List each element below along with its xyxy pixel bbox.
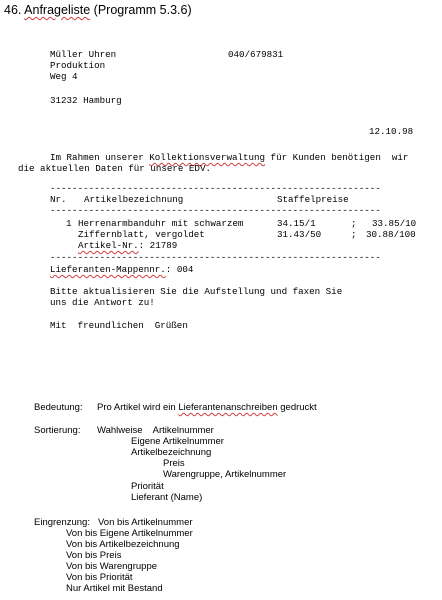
sort-label: Sortierung: bbox=[34, 425, 81, 436]
sort-item: Priorität bbox=[131, 481, 164, 492]
row-number: 1 bbox=[66, 218, 72, 229]
intro-underlined-word: Kollektionsverwaltung bbox=[149, 152, 266, 163]
title-suffix: (Programm 5.3.6) bbox=[90, 3, 192, 17]
supplier-folder-value: : 004 bbox=[165, 264, 194, 275]
table-rule-bottom: ------------------------------------------------------------ bbox=[50, 252, 381, 263]
sort-item: Artikelbezeichnung bbox=[131, 447, 212, 458]
request-line-1: Bitte aktualisieren Sie die Aufstellung und faxen Sie bbox=[50, 286, 343, 297]
limit-item: Von bis Artikelbezeichnung bbox=[66, 539, 180, 550]
sort-item: Warengruppe, Artikelnummer bbox=[163, 469, 287, 480]
table-rule-top: ------------------------------------------------------------ bbox=[50, 183, 381, 194]
sort-item: Preis bbox=[163, 458, 185, 469]
row-price-2b: 30.88/100 bbox=[366, 229, 416, 240]
limit-label: Eingrenzung: bbox=[34, 517, 90, 528]
meaning-label: Bedeutung: bbox=[34, 402, 83, 413]
sort-item: Eigene Artikelnummer bbox=[131, 436, 224, 447]
article-number-value: : 21789 bbox=[138, 240, 178, 251]
article-number bbox=[78, 240, 177, 251]
sort-item: Lieferant (Name) bbox=[131, 492, 203, 503]
limit-item: Von bis Eigene Artikelnummer bbox=[66, 528, 193, 539]
meaning-text bbox=[97, 402, 317, 414]
intro-text-b: für Kunden benötigen wir bbox=[265, 152, 409, 163]
limit-item: Von bis Preis bbox=[66, 550, 122, 561]
intro-line-1 bbox=[50, 152, 408, 163]
limit-item: Von bis Warengruppe bbox=[66, 561, 158, 572]
meaning-underlined-word: Lieferantenanschreiben bbox=[178, 402, 278, 413]
intro-line-2: die aktuellen Daten für unsere EDV. bbox=[18, 163, 211, 174]
article-number-label: Artikel-Nr. bbox=[78, 240, 139, 251]
col-header-prices: Staffelpreise bbox=[277, 194, 349, 205]
row-price-1a: 34.15/1 bbox=[277, 218, 316, 229]
title-word: Anfrageliste bbox=[24, 3, 91, 17]
row-price-2a: 31.43/50 bbox=[277, 229, 322, 240]
table-rule-mid: ------------------------------------------------------------ bbox=[50, 205, 381, 216]
recipient-department: Produktion bbox=[50, 60, 106, 71]
limit-item: Von bis Artikelnummer bbox=[98, 517, 193, 528]
letter-date: 12.10.98 bbox=[369, 126, 414, 137]
row-article-line-2: Ziffernblatt, vergoldet bbox=[78, 229, 205, 240]
limit-item: Nur Artikel mit Bestand bbox=[66, 583, 163, 594]
recipient-street: Weg 4 bbox=[50, 71, 78, 82]
recipient-phone: 040/679831 bbox=[228, 49, 284, 60]
title-prefix: 46. bbox=[4, 3, 25, 17]
recipient-city: 31232 Hamburg bbox=[50, 95, 122, 106]
col-header-no: Nr. bbox=[50, 194, 67, 205]
meaning-text-b: gedruckt bbox=[277, 402, 317, 413]
sort-item: Wahlweise Artikelnummer bbox=[97, 425, 214, 436]
supplier-folder-number bbox=[50, 264, 193, 275]
col-header-article: Artikelbezeichnung bbox=[84, 194, 184, 205]
row-price-sep-1: ; bbox=[351, 218, 357, 229]
recipient-name: Müller Uhren bbox=[50, 49, 117, 60]
row-price-1b: 33.85/10 bbox=[372, 218, 417, 229]
row-article-line-1: Herrenarmbanduhr mit schwarzem bbox=[78, 218, 244, 229]
closing-line: Mit freundlichen Grüßen bbox=[50, 320, 188, 331]
request-line-2: uns die Antwort zu! bbox=[50, 297, 155, 308]
limit-item: Von bis Priorität bbox=[66, 572, 133, 583]
supplier-folder-label: Lieferanten-Mappennr. bbox=[50, 264, 166, 275]
meaning-text-a: Pro Artikel wird ein bbox=[97, 402, 179, 413]
row-price-sep-2: ; bbox=[351, 229, 357, 240]
intro-text-a: Im Rahmen unserer bbox=[50, 152, 150, 163]
page-title bbox=[4, 3, 192, 18]
